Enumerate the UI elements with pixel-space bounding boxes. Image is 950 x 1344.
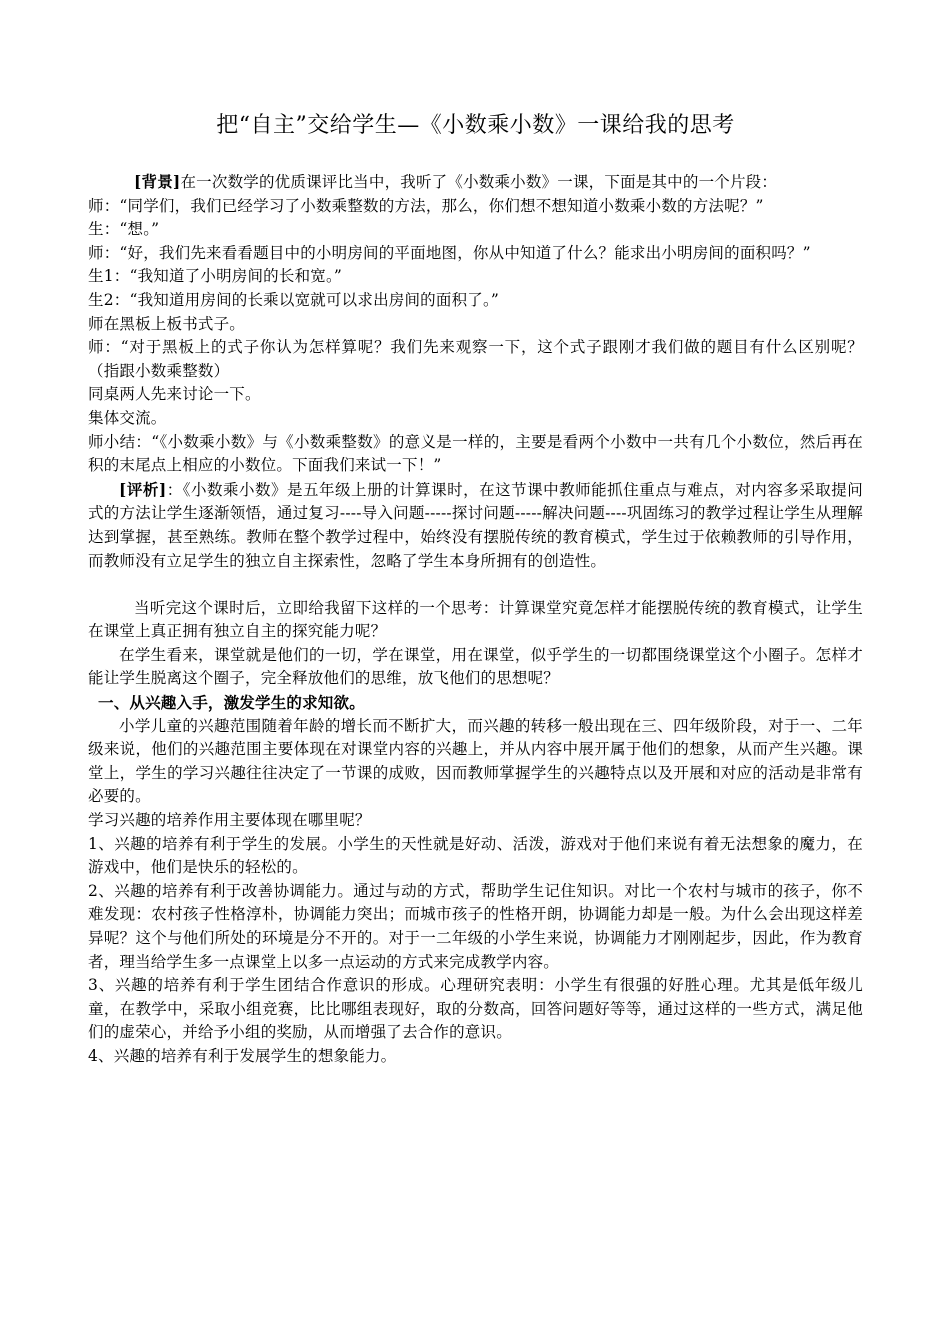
analysis-text: ：《小数乘小数》是五年级上册的计算课时，在这节课中教师能抓住重点与难点，对内容多采取提问式的方法让学生逐渐领悟，通过复习----导入问题-----探讨问题-----解决问题----巩固练习的教学过程让学生从理解达到掌握，甚至熟练。教师在整个教学过程中，始终没有摆脱传统的教育模式，学生过于依赖教师的引导作用，而教师没有立足学生的独立自主探索性，忽略了学生本身所拥有的创造性。 bbox=[88, 480, 864, 570]
point-item: 2、兴趣的培养有利于改善协调能力。通过与动的方式，帮助学生记住知识。对比一个农村与城市的孩子，你不难发现：农村孩子性格淳朴，协调能力突出；而城市孩子的性格开朗，协调能力却是一般。为什么会出现这样差异呢？这个与他们所处的环境是分不开的。对于一二年级的小学生来说，协调能力才刚刚起步，因此，作为教育者，理当给学生多一点课堂上以多一点运动的方式来完成教学内容。 bbox=[88, 881, 863, 971]
dialogue-line: 生1：“我知道了小明房间的长和宽。” bbox=[88, 267, 343, 286]
document-title: 把“自主”交给学生—《小数乘小数》一课给我的思考 bbox=[216, 113, 735, 138]
dialogue-line: 生2：“我知道用房间的长乘以宽就可以求出房间的面积了。” bbox=[88, 290, 500, 309]
background-text: 在一次数学的优质课评比当中，我听了《小数乘小数》一课，下面是其中的一个片段： bbox=[180, 173, 778, 191]
section-question: 学习兴趣的培养作用主要体现在哪里呢？ bbox=[88, 811, 371, 830]
analysis-tag: [评析] bbox=[119, 479, 167, 499]
reflection-paragraph: 当听完这个课时后，立即给我留下这样的一个思考：计算课堂究竟怎样才能摆脱传统的教育模式，让学生在课堂上真正拥有独立自主的探究能力呢？ bbox=[88, 598, 863, 641]
section-intro: 小学儿童的兴趣范围随着年龄的增长而不断扩大，而兴趣的转移一般出现在三、四年级阶段，对于一、二年级来说，他们的兴趣范围主要体现在对课堂内容的兴趣上，并从内容中展开属于他们的想象，从而产生兴趣。课堂上，学生的学习兴趣往往决定了一节课的成败，因而教师掌握学生的兴趣特点以及开展和对应的活动是非常有必要的。 bbox=[88, 716, 863, 806]
document-page bbox=[88, 108, 863, 1069]
dialogue-line: 师小结：“《小数乘小数》与《小数乘整数》的意义是一样的，主要是看两个小数中一共有几个小数位，然后再在积的末尾点上相应的小数位。下面我们来试一下！” bbox=[88, 432, 863, 475]
point-item: 4、兴趣的培养有利于发展学生的想象能力。 bbox=[88, 1046, 397, 1065]
point-item: 1、兴趣的培养有利于学生的发展。小学生的天性就是好动、活泼，游戏对于他们来说有着无法想象的魔力，在游戏中，他们是快乐的轻松的。 bbox=[88, 834, 863, 877]
background-tag: [背景] bbox=[134, 172, 181, 191]
dialogue-line: 师在黑板上板书式子。 bbox=[88, 314, 246, 333]
dialogue-line: 生：“想。” bbox=[88, 220, 160, 239]
blank-line bbox=[88, 573, 863, 597]
section-heading: 一、从兴趣入手，激发学生的求知欲。 bbox=[98, 693, 365, 713]
point-item: 3、兴趣的培养有利于学生团结合作意识的形成。心理研究表明：小学生有很强的好胜心理。尤其是低年级儿童，在教学中，采取小组竞赛，比比哪组表现好，取的分数高，回答问题好等等，通过这样的一些方式，满足他们的虚荣心，并给予小组的奖励，从而增强了去合作的意识。 bbox=[88, 976, 863, 1042]
dialogue-line: 师：“对于黑板上的式子你认为怎样算呢？我们先来观察一下，这个式子跟刚才我们做的题目有什么区别呢？（指跟小数乘整数） bbox=[88, 338, 863, 380]
background-paragraph bbox=[88, 170, 863, 195]
dialogue-line: 集体交流。 bbox=[88, 408, 167, 427]
reflection-paragraph: 在学生看来，课堂就是他们的一切，学在课堂，用在课堂，似乎学生的一切都围绕课堂这个小圈子。怎样才能让学生脱离这个圈子，完全释放他们的思维，放飞他们的思想呢？ bbox=[88, 645, 863, 688]
dialogue-line: 同桌两人先来讨论一下。 bbox=[88, 385, 261, 404]
dialogue-line: 师：“同学们，我们已经学习了小数乘整数的方法，那么，你们想不想知道小数乘小数的方法呢？” bbox=[88, 196, 764, 215]
analysis-paragraph bbox=[88, 478, 863, 573]
dialogue-line: 师：“好，我们先来看看题目中的小明房间的平面地图，你从中知道了什么？能求出小明房间的面积吗？” bbox=[88, 243, 811, 262]
